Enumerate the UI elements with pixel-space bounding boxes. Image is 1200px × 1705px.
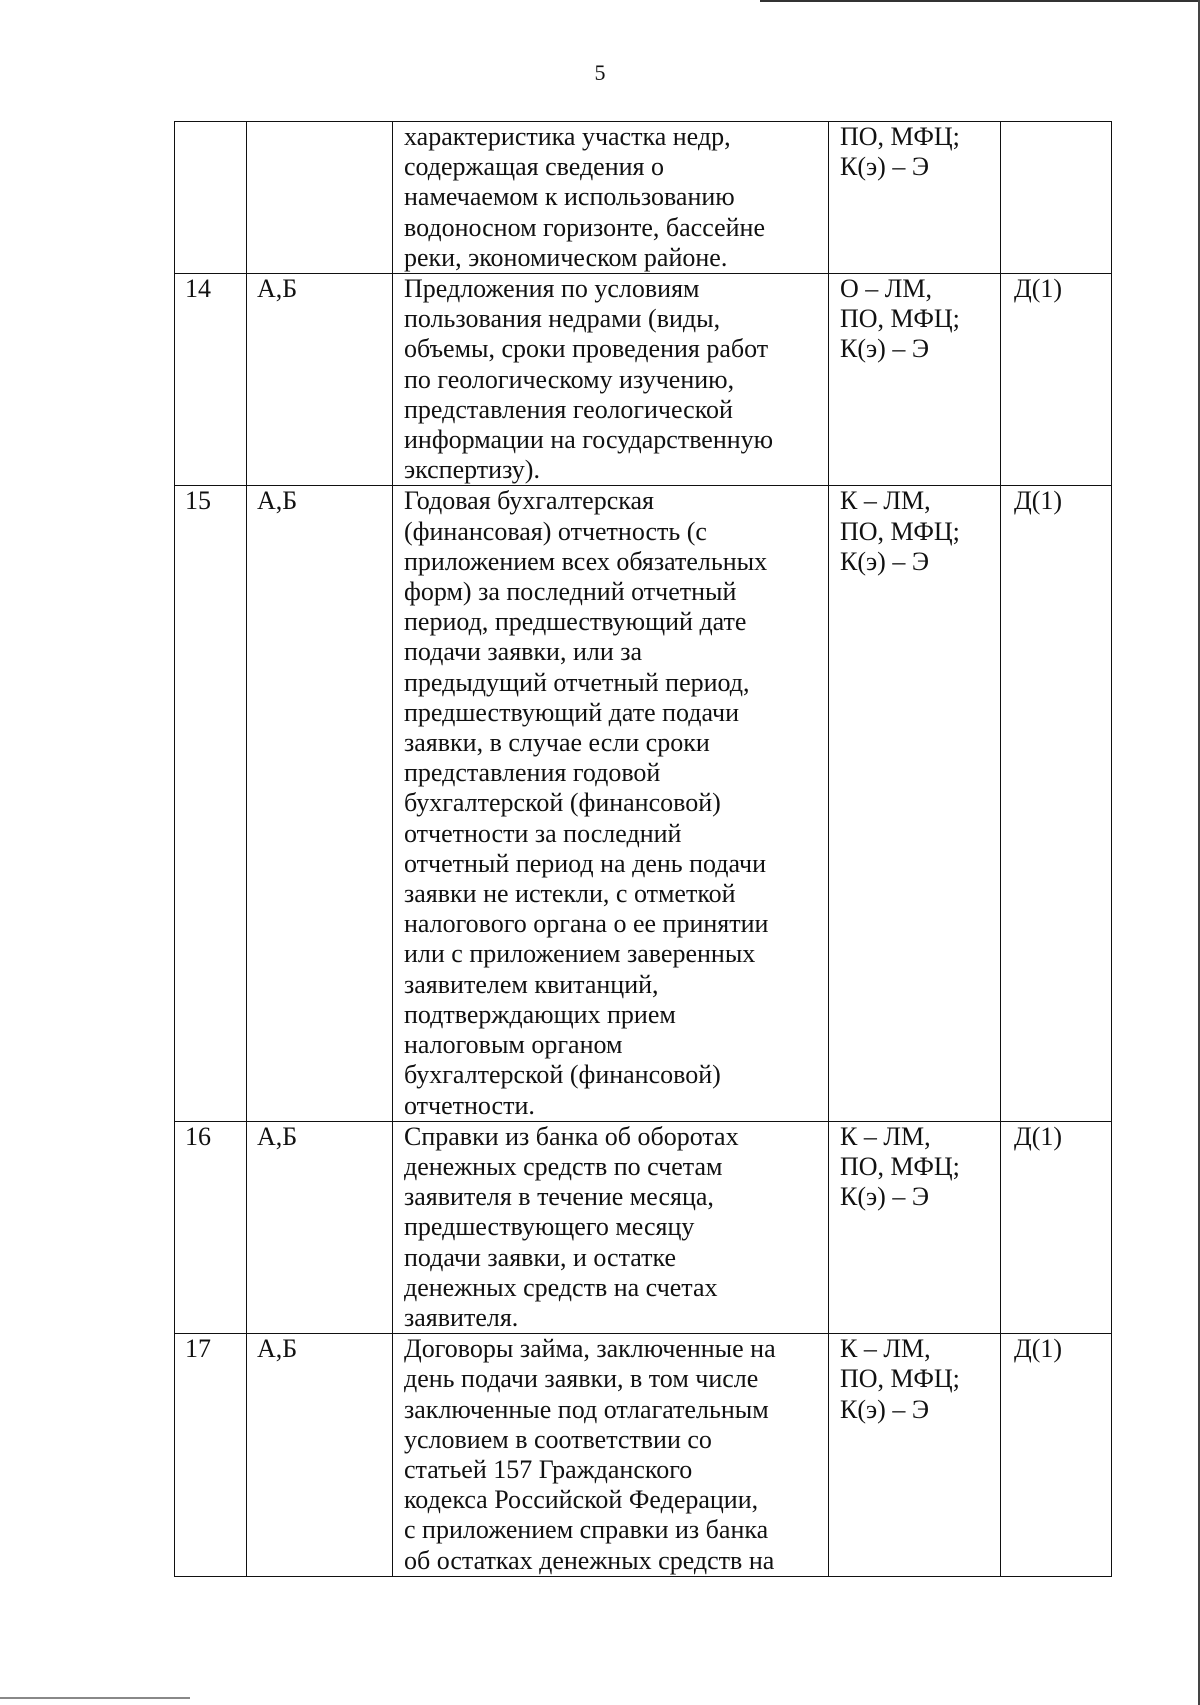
document-description-line: или с приложением заверенных xyxy=(404,939,756,969)
submission-form-cell xyxy=(829,274,1001,486)
document-description-line: заявителя в течение месяца, xyxy=(404,1182,714,1212)
applicant-category-cell: А,Б xyxy=(247,1121,393,1333)
submission-form-line: К(э) – Э xyxy=(840,546,929,576)
submission-form-line: К(э) – Э xyxy=(840,1182,929,1212)
submission-form-line: ПО, МФЦ; xyxy=(840,1364,960,1394)
document-description-line: предшествующий дате подачи xyxy=(404,697,739,727)
document-description-line: бухгалтерской (финансовой) xyxy=(404,1060,721,1090)
submission-form-cell xyxy=(829,486,1001,1121)
document-description-cell xyxy=(393,1334,829,1577)
table-body xyxy=(175,122,1112,1577)
document-description-line: содержащая сведения о xyxy=(404,152,664,182)
document-description-line: с приложением справки из банка xyxy=(404,1515,769,1545)
document-description-line: заявки, в случае если сроки xyxy=(404,728,710,758)
document-description-line: намечаемом к использованию xyxy=(404,182,735,212)
note-cell xyxy=(1001,122,1112,274)
document-description-line: заключенные под отлагательным xyxy=(404,1394,769,1424)
table-row xyxy=(175,1121,1112,1333)
row-number-cell: 15 xyxy=(175,486,247,1121)
document-description-line: денежных средств на счетах xyxy=(404,1272,718,1302)
document-description-line: предшествующего месяцу xyxy=(404,1212,695,1242)
row-number-cell: 14 xyxy=(175,274,247,486)
document-description-line: экспертизу). xyxy=(404,455,540,485)
applicant-category-cell: А,Б xyxy=(247,486,393,1121)
table-row xyxy=(175,122,1112,274)
submission-form-line: К – ЛМ, xyxy=(840,1334,931,1364)
document-description-cell xyxy=(393,1121,829,1333)
table-row xyxy=(175,486,1112,1121)
document-description-line: водоносном горизонте, бассейне xyxy=(404,212,765,242)
document-description-line: отчетный период на день подачи xyxy=(404,848,767,878)
document-description-line: представления геологической xyxy=(404,394,733,424)
document-description-cell xyxy=(393,274,829,486)
document-table xyxy=(174,121,1112,1577)
document-description-line: кодекса Российской Федерации, xyxy=(404,1485,759,1515)
document-description-cell xyxy=(393,486,829,1121)
note-cell: Д(1) xyxy=(1001,274,1112,486)
document-description-line: заявителем квитанций, xyxy=(404,969,659,999)
document-description-line: представления годовой xyxy=(404,758,661,788)
document-description-line: характеристика участка недр, xyxy=(404,122,731,151)
document-description-line: Годовая бухгалтерская xyxy=(404,486,654,516)
note-cell: Д(1) xyxy=(1001,1121,1112,1333)
document-description-line: реки, экономическом районе. xyxy=(404,242,728,272)
submission-form-line: К(э) – Э xyxy=(840,152,929,182)
submission-form-line: О – ЛМ, xyxy=(840,274,933,304)
document-description-line: налоговым органом xyxy=(404,1030,623,1060)
submission-form-line: ПО, МФЦ; xyxy=(840,122,960,151)
document-description-line: объемы, сроки проведения работ xyxy=(404,334,769,364)
submission-form-line: К – ЛМ, xyxy=(840,486,931,516)
document-description-line: Справки из банка об оборотах xyxy=(404,1121,739,1151)
document-description-line: Договоры займа, заключенные на xyxy=(404,1334,776,1364)
document-description-line: Предложения по условиям xyxy=(404,274,700,304)
document-description-line: условием в соответствии со xyxy=(404,1424,712,1454)
document-description-line: бухгалтерской (финансовой) xyxy=(404,788,721,818)
document-description-line: день подачи заявки, в том числе xyxy=(404,1364,759,1394)
document-description-line: налогового органа о ее принятии xyxy=(404,909,769,939)
document-description-line: подачи заявки, и остатке xyxy=(404,1242,677,1272)
page-number: 5 xyxy=(594,60,606,85)
document-description-line: подтверждающих прием xyxy=(404,999,676,1029)
applicant-category-cell: А,Б xyxy=(247,274,393,486)
table-row xyxy=(175,1334,1112,1577)
document-description-line: статьей 157 Гражданского xyxy=(404,1454,693,1484)
submission-form-line: К(э) – Э xyxy=(840,1394,929,1424)
row-number-cell xyxy=(175,122,247,274)
submission-form-line: ПО, МФЦ; xyxy=(840,304,960,334)
document-description-line: пользования недрами (виды, xyxy=(404,304,721,334)
scan-edge-top xyxy=(760,0,1200,2)
document-description-line: по геологическому изучению, xyxy=(404,364,735,394)
document-description-line: форм) за последний отчетный xyxy=(404,577,737,607)
submission-form-cell xyxy=(829,1334,1001,1577)
document-description-line: период, предшествующий дате xyxy=(404,607,747,637)
submission-form-line: К – ЛМ, xyxy=(840,1121,931,1151)
document-description-line: отчетности. xyxy=(404,1090,535,1120)
submission-form-cell xyxy=(829,1121,1001,1333)
row-number-cell: 17 xyxy=(175,1334,247,1577)
document-description-line: заявки не истекли, с отметкой xyxy=(404,879,736,909)
document-description-line: об остатках денежных средств на xyxy=(404,1545,775,1575)
scan-edge-bottom xyxy=(0,1697,190,1699)
document-description-line: информации на государственную xyxy=(404,425,774,455)
document-description-line: заявителя. xyxy=(404,1302,519,1332)
submission-form-line: К(э) – Э xyxy=(840,334,929,364)
document-description-line: подачи заявки, или за xyxy=(404,637,643,667)
note-cell: Д(1) xyxy=(1001,1334,1112,1577)
submission-form-cell xyxy=(829,122,1001,274)
table-row xyxy=(175,274,1112,486)
note-cell: Д(1) xyxy=(1001,486,1112,1121)
document-description-line: приложением всех обязательных xyxy=(404,546,768,576)
document-description-line: предыдущий отчетный период, xyxy=(404,667,750,697)
submission-form-line: ПО, МФЦ; xyxy=(840,1151,960,1181)
document-description-line: (финансовая) отчетность (с xyxy=(404,516,707,546)
document-description-line: денежных средств по счетам xyxy=(404,1151,723,1181)
applicant-category-cell xyxy=(247,122,393,274)
document-description-cell xyxy=(393,122,829,274)
row-number-cell: 16 xyxy=(175,1121,247,1333)
document-description-line: отчетности за последний xyxy=(404,818,682,848)
applicant-category-cell: А,Б xyxy=(247,1334,393,1577)
submission-form-line: ПО, МФЦ; xyxy=(840,516,960,546)
